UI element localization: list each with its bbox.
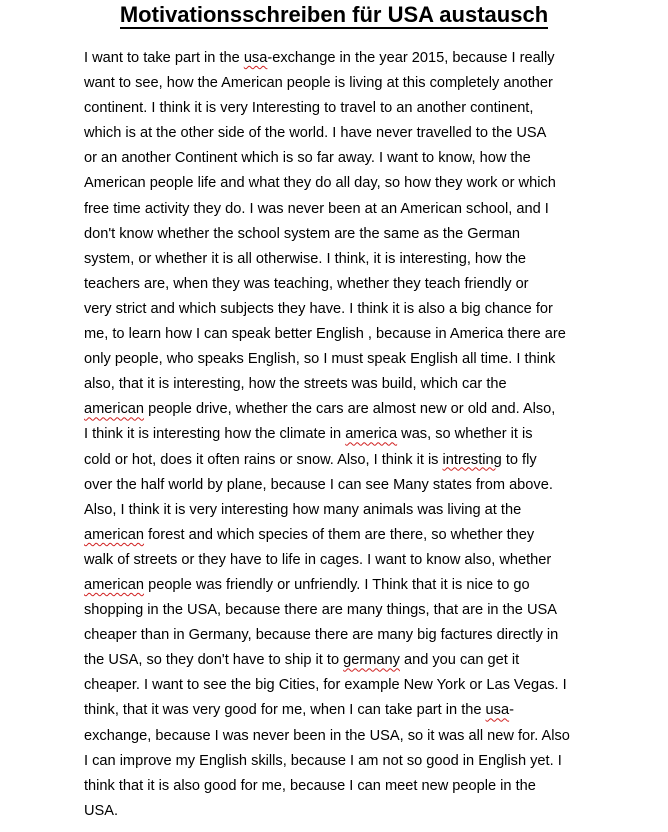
text-segment: - (509, 702, 514, 719)
text-segment: system, or whether it is all otherwise. I think, it is interesting, how the (84, 250, 527, 267)
text-segment: over the half world by plane, because I can see Many states from above. (84, 476, 553, 493)
text-segment: which is at the other side of the world. I have never travelled to the USA (84, 125, 547, 142)
text-line (84, 774, 629, 799)
text-line (84, 71, 629, 96)
text-segment: also, that it is interesting, how the streets was build, which car the (84, 376, 507, 393)
misspelled-word: germany (343, 652, 400, 669)
text-line (84, 96, 629, 121)
text-segment: me, to learn how I can speak better English , because in America there are (84, 326, 566, 343)
text-segment: cold or hot, does it often rains or snow. Also, I think it is (84, 451, 443, 468)
title-text: Motivationsschreiben für USA austausch (119, 2, 549, 27)
text-segment: only people, who speaks English, so I must speak English all time. I think (84, 351, 556, 368)
page-title (0, 2, 668, 28)
misspelled-word: usa (485, 702, 510, 719)
text-segment: teachers are, when they was teaching, whether they teach friendly or (84, 275, 529, 292)
text-line (84, 749, 629, 774)
text-segment: and you can get it (399, 652, 520, 669)
text-line (84, 347, 629, 372)
text-segment: I can improve my English skills, because I am not so good in English yet. I (84, 752, 562, 769)
text-line (84, 473, 629, 498)
text-line (84, 448, 629, 473)
misspelled-word: american (84, 576, 145, 593)
text-segment: want to see, how the American people is living at this completely another (84, 75, 553, 92)
text-segment: the USA, so they don't have to ship it to (84, 652, 344, 669)
text-segment: think that it is also good for me, because I can meet new people in the (84, 777, 536, 794)
text-segment: to fly (501, 451, 537, 468)
text-segment: continent. I think it is very Interesting to travel to an another continent, (84, 100, 534, 117)
text-line (84, 573, 629, 598)
text-line (84, 121, 629, 146)
text-line (84, 673, 629, 698)
text-segment: shopping in the USA, because there are many things, that are in the USA (84, 602, 557, 619)
misspelled-word: usa (243, 50, 268, 66)
text-segment: was, so whether it is (397, 426, 533, 443)
text-segment: USA. (84, 802, 119, 819)
misspelled-word: america (345, 426, 398, 443)
text-line (84, 322, 629, 347)
text-segment: Also, I think it is very interesting how many animals was living at the (84, 501, 522, 518)
text-line (84, 698, 629, 723)
text-line (84, 623, 629, 648)
text-segment: free time activity they do. I was never been at an American school, and I (84, 200, 549, 217)
text-line (84, 397, 629, 422)
text-line (84, 247, 629, 272)
text-line (84, 498, 629, 523)
text-segment: I think it is interesting how the climate in (84, 426, 346, 443)
text-line (84, 372, 629, 397)
text-line (84, 799, 629, 824)
text-line (84, 272, 629, 297)
text-line (84, 548, 629, 573)
text-line (84, 598, 629, 623)
misspelled-word: american (84, 526, 145, 543)
text-segment: exchange, because I was never been in the USA, so it was all new for. Also (84, 727, 570, 744)
text-segment: or an another Continent which is so far away. I want to know, how the (84, 150, 531, 167)
text-line (84, 222, 629, 247)
text-line (84, 197, 629, 222)
text-line (84, 422, 629, 447)
text-line (84, 146, 629, 171)
text-segment: cheaper. I want to see the big Cities, for example New York or Las Vegas. I (84, 677, 567, 694)
text-line (84, 297, 629, 322)
text-segment: I want to take part in the (84, 50, 244, 66)
text-segment: forest and which species of them are there, so whether they (144, 526, 535, 543)
text-segment: don't know whether the school system are the same as the German (84, 225, 520, 242)
document-body (84, 46, 629, 824)
text-segment: cheaper than in Germany, because there are many big factures directly in (84, 627, 559, 644)
text-segment: people drive, whether the cars are almost new or old and. Also, (144, 401, 556, 418)
text-line (84, 523, 629, 548)
text-line (84, 648, 629, 673)
misspelled-word: intresting (442, 451, 502, 468)
text-segment: think, that it was very good for me, when I can take part in the (84, 702, 486, 719)
text-segment: very strict and which subjects they have. I think it is also a big chance for (84, 300, 553, 317)
text-line (84, 171, 629, 196)
text-segment: people was friendly or unfriendly. I Think that it is nice to go (144, 576, 530, 593)
text-segment: American people life and what they do all day, so how they work or which (84, 175, 556, 192)
text-line (84, 724, 629, 749)
text-segment: -exchange in the year 2015, because I really (267, 50, 555, 66)
text-segment: walk of streets or they have to life in cages. I want to know also, whether (84, 551, 552, 568)
misspelled-word: american (84, 401, 145, 418)
text-line (84, 46, 629, 71)
